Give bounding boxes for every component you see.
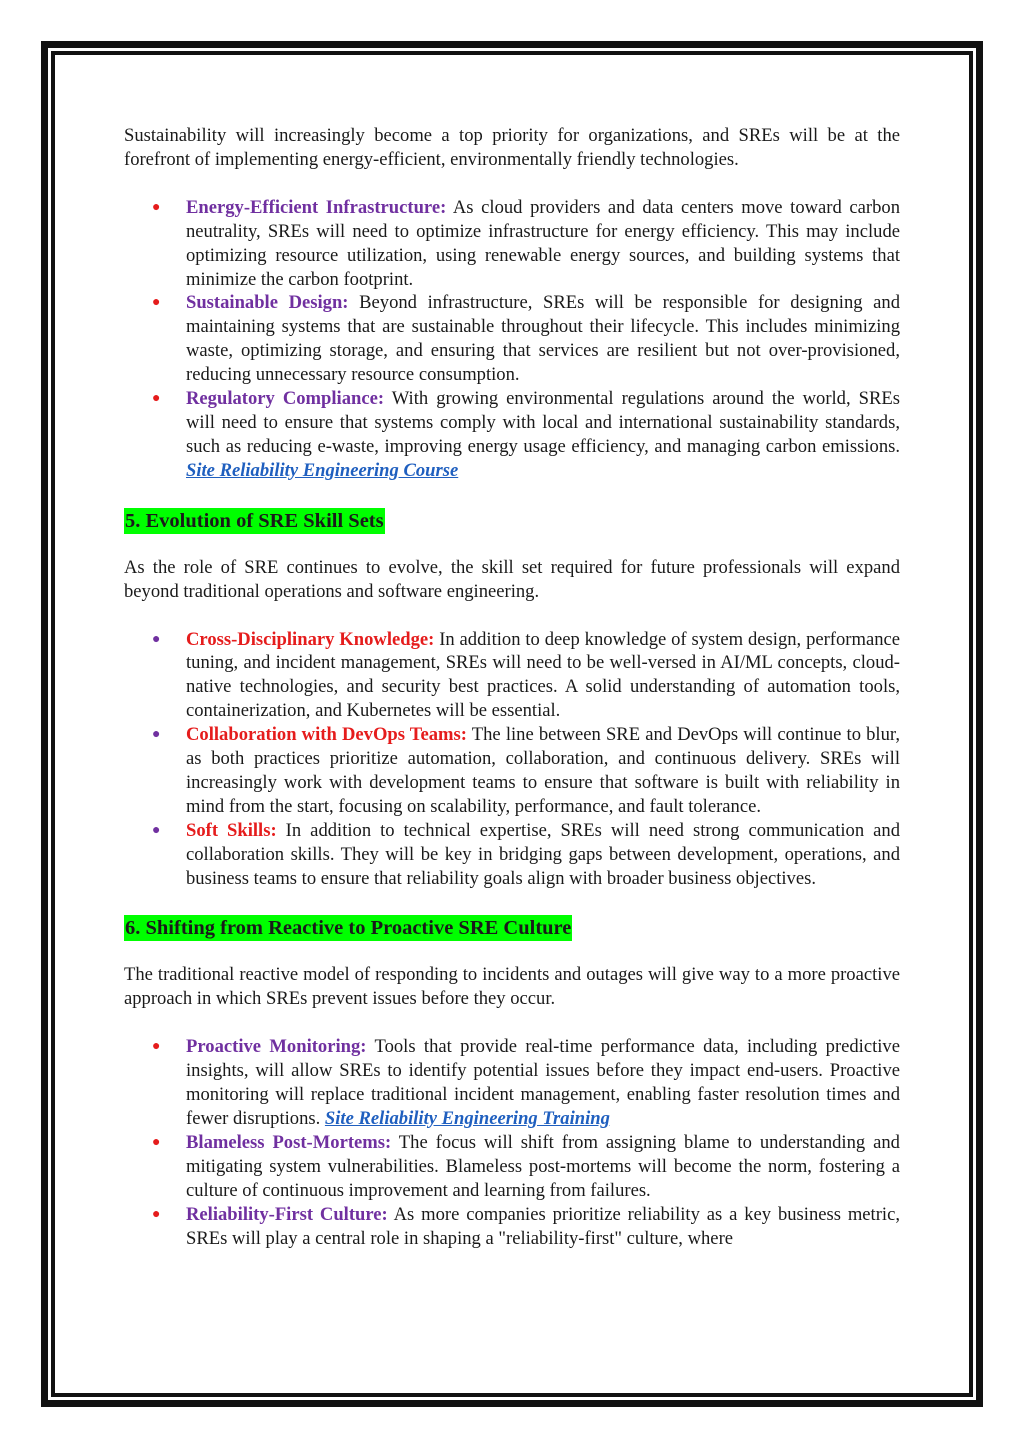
list-item-sustainable-design bbox=[124, 291, 900, 387]
item-lead: Cross-Disciplinary Knowledge: bbox=[186, 628, 435, 650]
section-6-heading: 6. Shifting from Reactive to Proactive SRE Culture bbox=[125, 917, 572, 940]
training-link[interactable]: Site Reliability Engineering Training bbox=[324, 1108, 610, 1129]
list-item-energy-efficient bbox=[124, 196, 900, 292]
item-text: The focus will shift from assigning blame to understanding and mitigating system vulnerabilities. Blameless post-mortems will become the norm, fostering a culture of continuous improvement and learning from failures. bbox=[186, 1131, 900, 1201]
item-text: As cloud providers and data centers move toward carbon neutrality, SREs will need to optimize infrastructure for energy efficiency. This may include optimizing resource utilization, using renewable energy sources, and building systems that minimize the carbon footprint. bbox=[186, 196, 900, 290]
item-lead: Collaboration with DevOps Teams: bbox=[186, 724, 467, 746]
skill-sets-list bbox=[124, 628, 900, 891]
bullet-icon: ● bbox=[152, 822, 161, 838]
bullet-icon: ● bbox=[152, 727, 161, 743]
bullet-icon: ● bbox=[152, 1134, 161, 1150]
item-lead: Sustainable Design: bbox=[186, 292, 349, 314]
item-lead: Soft Skills: bbox=[186, 819, 277, 841]
list-item-soft-skills bbox=[124, 819, 900, 891]
item-text: The line between SRE and DevOps will continue to blur, as both practices prioritize automation, collaboration, and continuous delivery. SREs will increasingly work with development teams to ensure that software is built with reliability in mind from the start, focusing on scalability, performance, and fault tolerance. bbox=[186, 724, 900, 817]
list-item-regulatory-compliance bbox=[124, 387, 900, 483]
document-body bbox=[124, 124, 900, 1250]
list-item-proactive-monitoring bbox=[124, 1035, 900, 1131]
proactive-culture-list bbox=[124, 1035, 900, 1250]
bullet-icon: ● bbox=[152, 631, 161, 647]
item-text: With growing environmental regulations around the world, SREs will need to ensure that systems comply with local and international sustainability standards, such as reducing e-waste, improving energy usage efficiency, and managing carbon emissions. bbox=[186, 388, 900, 457]
sustainability-list bbox=[124, 196, 900, 483]
item-lead: Reliability-First Culture: bbox=[186, 1203, 388, 1225]
item-lead: Proactive Monitoring: bbox=[186, 1036, 367, 1058]
bullet-icon: ● bbox=[152, 295, 161, 311]
section-5-intro: As the role of SRE continues to evolve, the skill set required for future professionals will expand beyond traditional operations and software engineering. bbox=[124, 556, 900, 602]
section-6-intro: The traditional reactive model of responding to incidents and outages will give way to a more proactive approach in which SREs prevent issues before they occur. bbox=[124, 964, 900, 1010]
item-text: Tools that provide real-time performance data, including predictive insights, will allow SREs to identify potential issues before they impact end-users. Proactive monitoring will replace traditional incident management, enabling faster resolution times and fewer disruptions. bbox=[186, 1036, 900, 1129]
item-text: Beyond infrastructure, SREs will be responsible for designing and maintaining systems that are sustainable throughout their lifecycle. This includes minimizing waste, optimizing storage, and ensuring that services are resilient but not over-provisioned, reducing unnecessary resource consumption. bbox=[186, 292, 901, 386]
item-lead: Blameless Post-Mortems: bbox=[186, 1131, 392, 1153]
bullet-icon: ● bbox=[152, 1039, 161, 1055]
section-5-heading: 5. Evolution of SRE Skill Sets bbox=[125, 509, 384, 532]
list-item-blameless-post-mortems bbox=[124, 1131, 900, 1203]
item-lead: Regulatory Compliance: bbox=[186, 388, 385, 410]
bullet-icon: ● bbox=[152, 1206, 161, 1222]
item-lead: Energy-Efficient Infrastructure: bbox=[186, 196, 447, 218]
list-item-cross-disciplinary bbox=[124, 628, 900, 724]
bullet-icon: ● bbox=[152, 391, 161, 407]
list-item-reliability-first bbox=[124, 1203, 900, 1251]
item-text: In addition to technical expertise, SREs will need strong communication and collaboration skills. They will be key in bridging gaps between development, operations, and business teams to ensure that reliability goals align with broader business objectives. bbox=[186, 819, 900, 889]
item-text: In addition to deep knowledge of system design, performance tuning, and incident management, SREs will need to be well-versed in AI/ML concepts, cloud-native technologies, and security best practices. A solid understanding of automation tools, containerization, and Kubernetes will be essential. bbox=[186, 628, 901, 722]
list-item-devops-collaboration bbox=[124, 723, 900, 819]
course-link[interactable]: Site Reliability Engineering Course bbox=[186, 459, 459, 481]
item-text: As more companies prioritize reliability as a key business metric, SREs will play a central role in shaping a "reliability-first" culture, where bbox=[186, 1203, 900, 1249]
bullet-icon: ● bbox=[152, 199, 161, 215]
sustainability-intro: Sustainability will increasingly become a top priority for organizations, and SREs will be at the forefront of implementing energy-efficient, environmentally friendly technologies. bbox=[124, 125, 900, 170]
